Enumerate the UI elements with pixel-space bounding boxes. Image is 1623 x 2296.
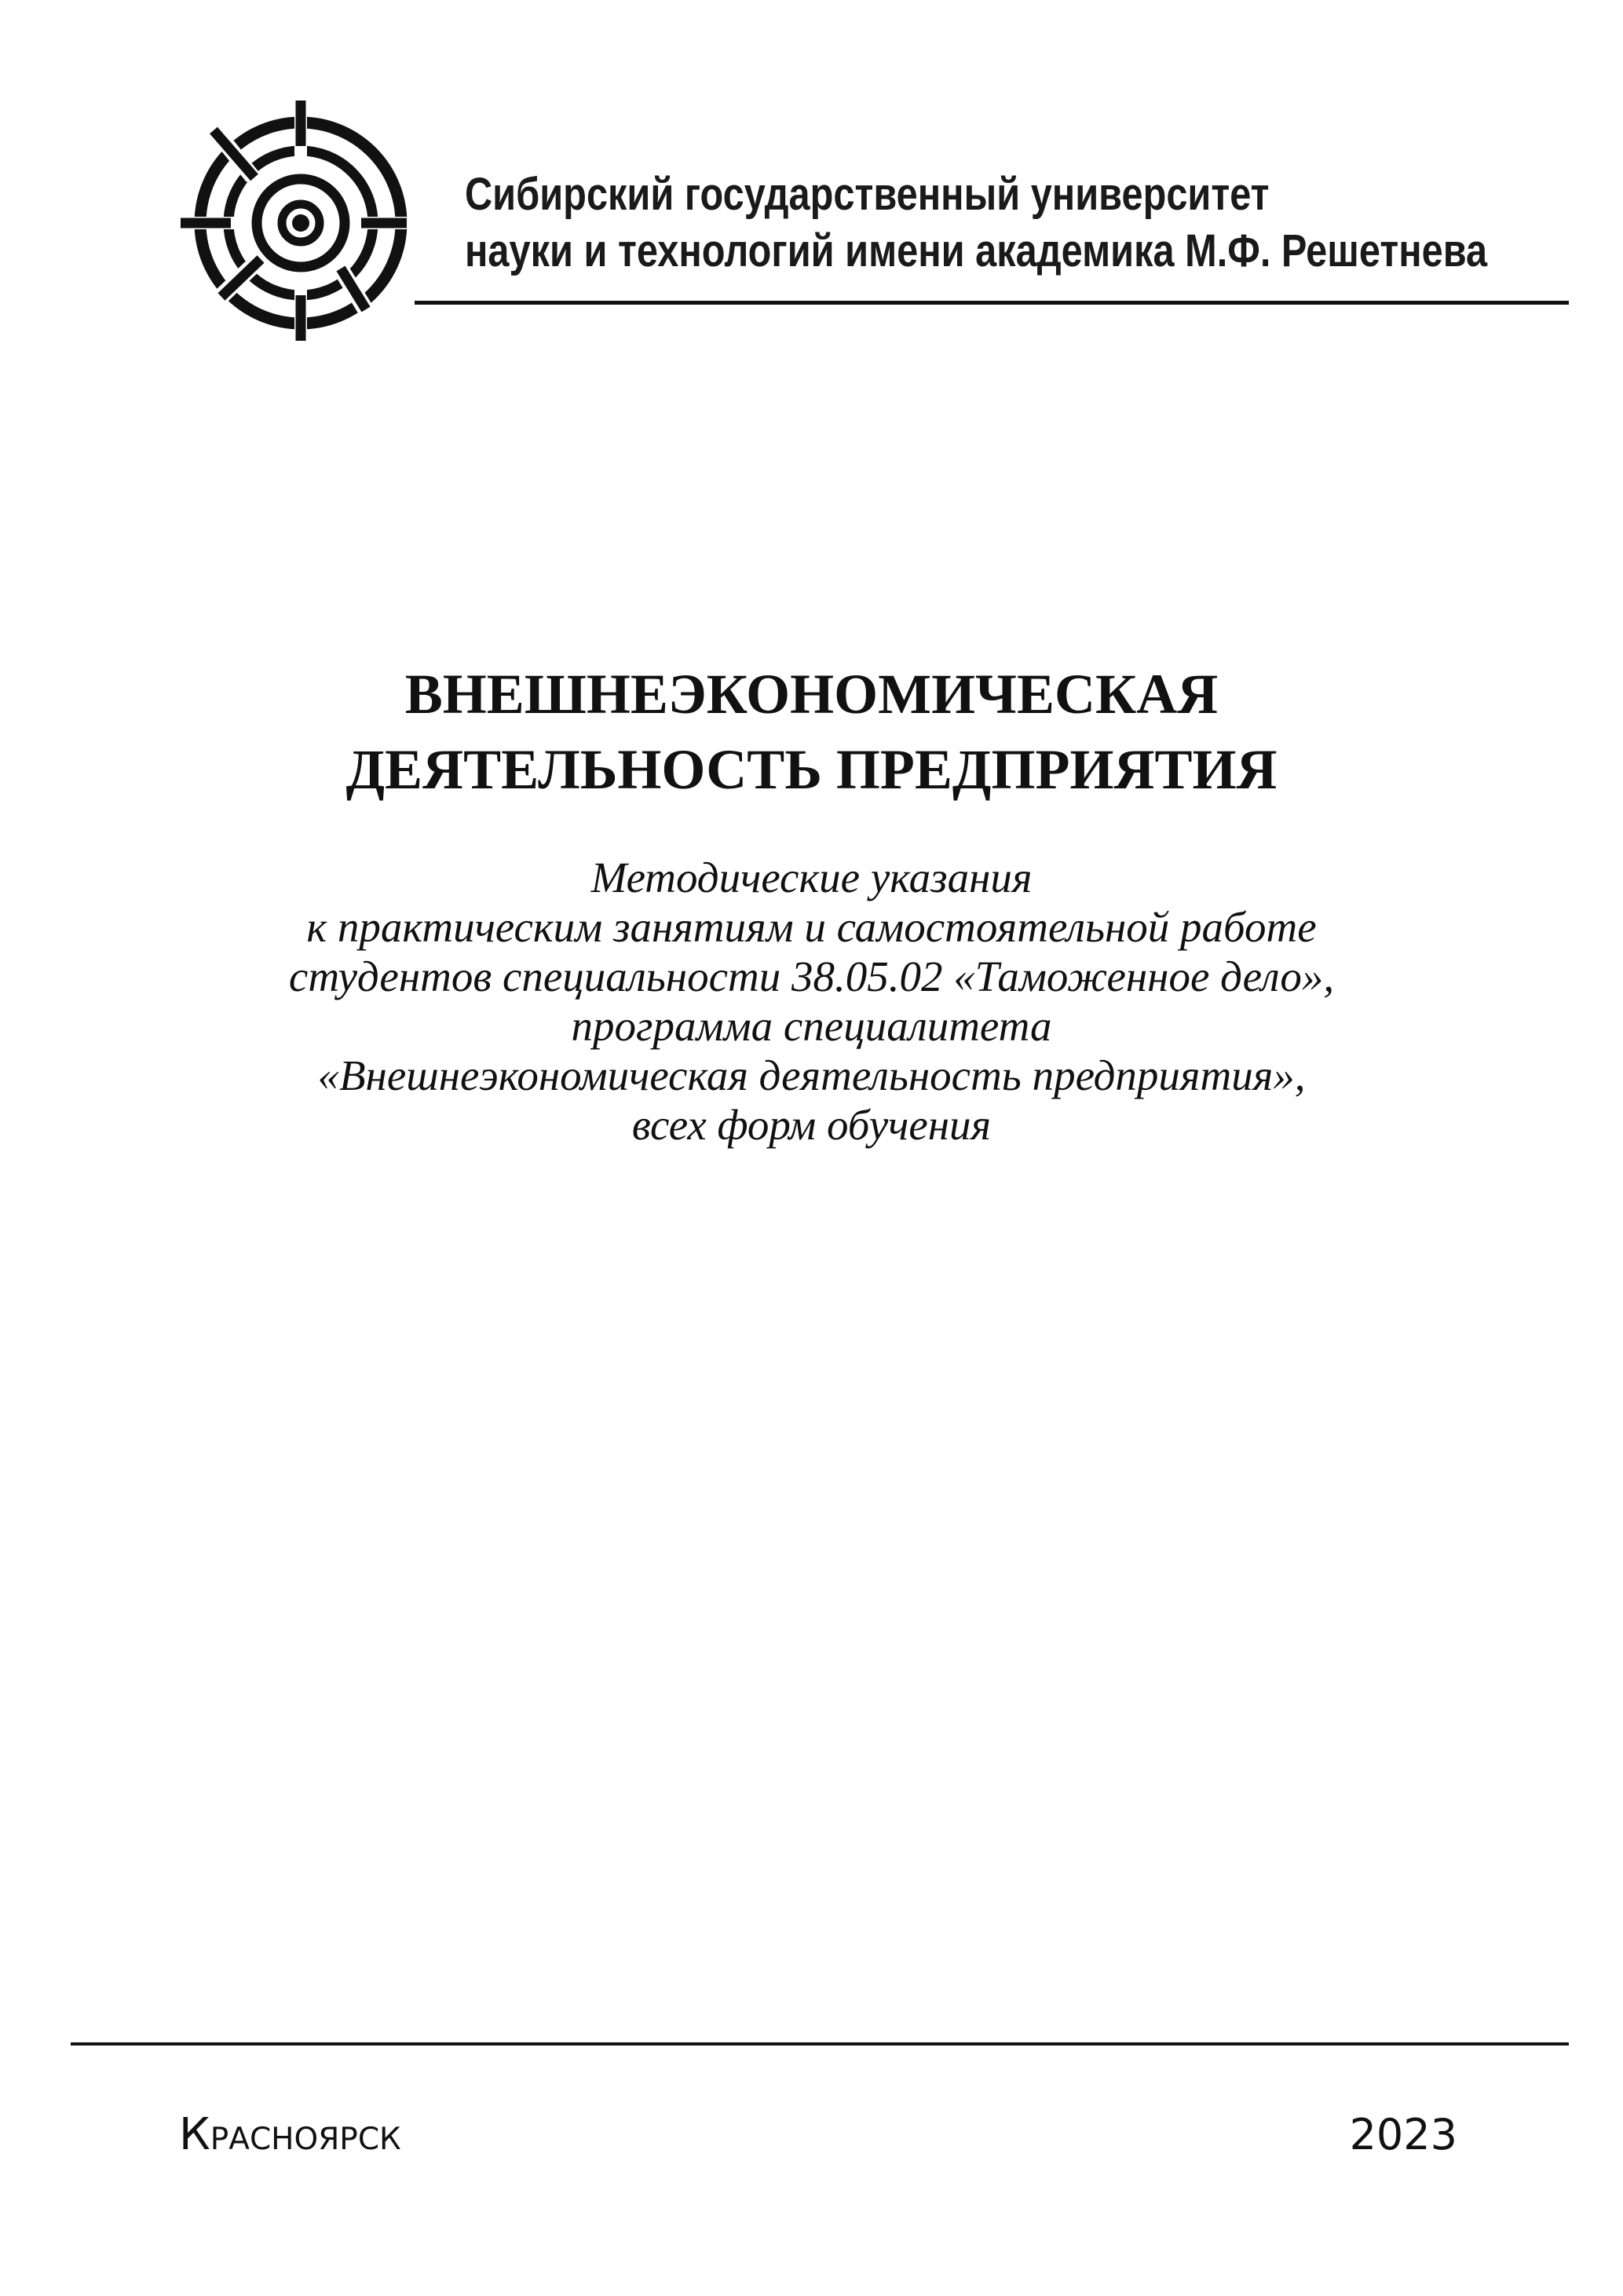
document-title xyxy=(0,656,1623,807)
page-header xyxy=(0,0,1623,345)
subtitle-line-6: всех форм обучения xyxy=(631,1101,992,1149)
subtitle-line-3: студентов специальности 38.05.02 «Таможенное дело», xyxy=(288,952,1335,1000)
subtitle-line-2: к практическим занятиям и самостоятельной работе xyxy=(306,903,1317,951)
subtitle-line-4: программа специалитета xyxy=(571,1002,1052,1050)
university-name-line-2: науки и технологий имени академика М.Ф. Решетнева xyxy=(465,225,1488,276)
publication-city: Красноярск xyxy=(179,2109,401,2160)
university-emblem-icon xyxy=(179,99,415,342)
title-line-1: ВНЕШНЕЭКОНОМИЧЕСКАЯ xyxy=(404,663,1219,726)
document-subtitle xyxy=(0,853,1623,1150)
title-line-2: ДЕЯТЕЛЬНОСТЬ ПРЕДПРИЯТИЯ xyxy=(345,738,1278,801)
header-divider xyxy=(415,301,1569,305)
university-name xyxy=(465,166,1487,280)
university-name-line-1: Сибирский государственный университет xyxy=(465,169,1270,220)
footer-divider xyxy=(71,2042,1569,2046)
subtitle-line-5: «Внешнеэкономическая деятельность предприятия», xyxy=(317,1051,1306,1099)
subtitle-line-1: Методические указания xyxy=(590,854,1033,901)
publication-year: 2023 xyxy=(1349,2110,1457,2159)
